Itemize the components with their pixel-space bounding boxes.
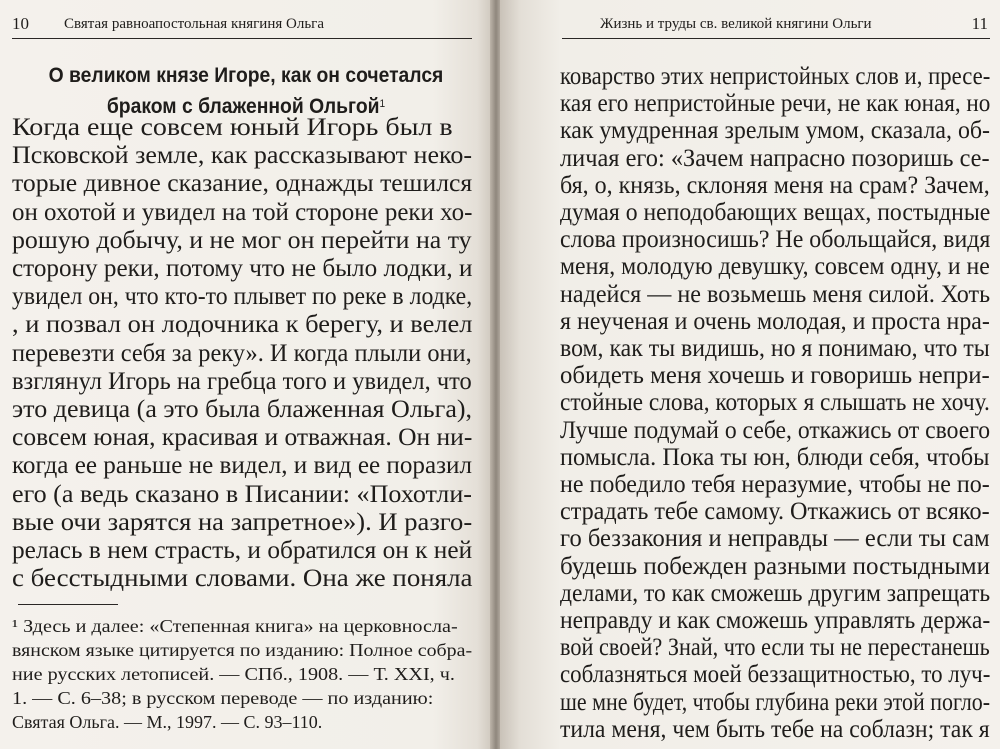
text-line: взглянул Игорь на гребца того и увидел, что (12, 367, 472, 395)
text-line: стойные слова, которых я слышать не хочу. (560, 389, 990, 417)
text-line: Лучше подумай о себе, откажись от своего (560, 416, 991, 444)
page-number: 10 (12, 14, 29, 33)
text-line: надейся — не возьмешь меня силой. Хоть (560, 280, 991, 308)
text-line: как умудренная зрелым умом, сказала, об- (560, 117, 991, 145)
text-line: ¹ Здесь и далее: «Степенная книга» на церковносла- (12, 616, 458, 636)
text-line: совсем юная, красивая и отважная. Он ни- (12, 424, 473, 452)
text-line: вом, как ты видишь, но я понимаю, что ты (560, 335, 990, 362)
text-line: помысла. Пока ты юн, блюди себя, чтобы (560, 443, 990, 471)
text-line: ние русских летописей. — СПб., 1908. — Т. XXI, ч. (12, 664, 455, 684)
text-line: го беззакония и неправды — если ты сам (560, 525, 990, 553)
text-line: он охотой и увидел на той стороне реки хо- (12, 198, 473, 226)
left-page (0, 0, 492, 749)
text-line: когда ее раньше не видел, и вид ее поразил (12, 452, 472, 480)
chapter-title (44, 60, 449, 122)
text-line: торые дивное сказание, однажды тешился (12, 170, 473, 198)
text-line: 1. — С. 6–38; в русском переводе — по изданию: (12, 688, 434, 708)
text-line: делами, то как сможешь другим запрещать (560, 579, 991, 607)
page-number: 11 (971, 14, 988, 33)
text-line: релась в нем страсть, и обратился он к ней (12, 537, 473, 564)
text-line: Когда еще совсем юный Игорь был в (12, 114, 453, 141)
text-line: Святая Ольга. — М., 1997. — С. 93–110. (12, 712, 323, 732)
right-page-header (564, 14, 988, 36)
text-line: вой своей? Знай, что если ты не перестанешь (560, 634, 990, 662)
header-rule (12, 38, 472, 39)
text-line: коварство этих непристойных слов и, пресе- (560, 63, 991, 90)
running-title: Жизнь и труды св. великой княгини Ольги (600, 16, 872, 32)
running-title: Святая равноапостольная княгиня Ольга (64, 16, 324, 32)
text-line: меня, молодую девушку, совсем одну, и не (560, 253, 990, 281)
text-line: , и позвал он лодочника к берегу, и велел (12, 311, 473, 339)
text-line: рошую добычу, и не мог он перейти на ту (12, 226, 472, 254)
text-line: увидел он, что кто-то плывет по реке в лодке, (12, 283, 473, 311)
text-line: бя, о, князь, склоняя меня на срам? Зачем, (560, 171, 990, 199)
text-line: Псковской земле, как рассказывают неко- (12, 142, 473, 170)
right-page (500, 0, 1000, 749)
text-line: я неученая и очень молодая, и проста нра- (560, 307, 990, 335)
text-line: это девица (а это была блаженная Ольга), (12, 396, 473, 423)
text-line: сторону реки, потому что не было лодки, и (12, 255, 473, 282)
text-line: не победило тебя неразумие, чтобы не по- (560, 471, 990, 498)
text-line: перевезти себя за реку». И когда плыли они, (12, 339, 472, 367)
left-page-header (12, 14, 472, 36)
text-line: страдать тебе самому. Откажись от всяко- (560, 498, 990, 526)
text-line: вянском языке цитируется по изданию: Полное собра- (12, 640, 473, 660)
text-line: его (а ведь сказано в Писании: «Похотли- (12, 480, 472, 508)
chapter-title-line: браком с блаженной Ольгой$^1$ (106, 95, 386, 118)
text-line: обидеть меня хочешь и говоришь непри- (560, 362, 990, 390)
header-rule (562, 38, 990, 39)
text-line: с бесстыдными словами. Она же поняла (12, 565, 473, 593)
footnote-rule (18, 604, 118, 605)
text-line: соблазняться моей беззащитностью, то луч- (560, 661, 991, 689)
text-line: кая его непристойные речи, не как юная, но (560, 90, 991, 118)
text-line: думая о неподобающих вещах, постыдные (560, 199, 991, 226)
text-line: неправду и как сможешь управлять держа- (560, 607, 991, 634)
footnote-marker[interactable]: 1 (379, 98, 386, 110)
text-line: тила меня, чем быть тебе на соблазн; так я (560, 715, 990, 743)
text-line: слова произносишь? Не обольщайся, видя (560, 226, 991, 254)
text-line: будешь побежден разными постыдными (560, 552, 991, 580)
text-line: вые очи зарятся на запретное»). И разго- (12, 508, 473, 536)
text-line: личая его: «Зачем напрасно позоришь се- (560, 144, 990, 172)
chapter-title-line: О великом князе Игоре, как он сочетался (48, 64, 444, 87)
text-line: ше мне будет, чтобы глубина реки этой погло- (560, 688, 991, 716)
